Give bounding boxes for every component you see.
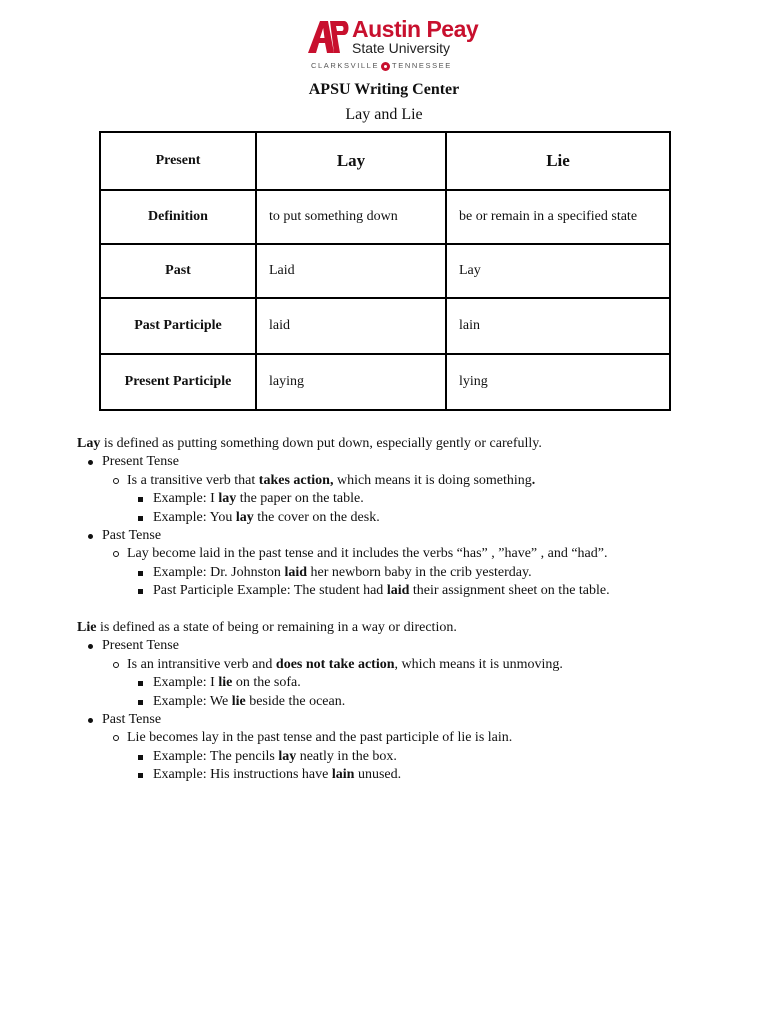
row-label: Definition — [100, 190, 256, 244]
list-item: Lie becomes lay in the past tense and the past participle of lie is lain. — [77, 729, 717, 747]
list-item: Past Tense — [77, 527, 717, 545]
lay-term: Lay — [77, 436, 101, 451]
list-item: Past Tense — [77, 711, 717, 729]
table-row — [100, 190, 670, 244]
row-label: Past — [100, 244, 256, 298]
row-label: Present Participle — [100, 354, 256, 410]
lie-section — [77, 619, 717, 785]
university-logo — [308, 16, 479, 74]
header-present: Present — [100, 132, 256, 190]
lay-cell: laid — [256, 298, 446, 354]
row-label: Past Participle — [100, 298, 256, 354]
logo-name: Austin Peay — [352, 16, 479, 42]
list-item: Lay become laid in the past tense and it includes the verbs “has” , ”have” , and “had”. — [77, 545, 717, 563]
list-item: Example: I lay the paper on the table. — [77, 490, 717, 508]
table-row — [100, 298, 670, 354]
table-row — [100, 354, 670, 410]
list-item: Present Tense — [77, 453, 717, 471]
lay-cell: Laid — [256, 244, 446, 298]
lie-intro: Lie is defined as a state of being or remaining in a way or direction. — [77, 620, 457, 635]
list-item: Present Tense — [77, 637, 717, 655]
logo-subtitle: State University — [352, 40, 451, 56]
list-item: Example: Dr. Johnston laid her newborn baby in the crib yesterday. — [77, 564, 717, 582]
list-item: Past Participle Example: The student had laid their assignment sheet on the table. — [77, 582, 717, 600]
page-subtitle: Lay and Lie — [345, 106, 423, 123]
list-item: Example: His instructions have lain unused. — [77, 766, 717, 784]
table-row — [100, 244, 670, 298]
lay-cell: to put something down — [256, 190, 446, 244]
page-title: APSU Writing Center — [308, 81, 460, 98]
lie-term: Lie — [77, 620, 97, 635]
seal-icon — [381, 62, 390, 71]
list-item: Example: The pencils lay neatly in the box. — [77, 748, 717, 766]
lay-cell: laying — [256, 354, 446, 410]
list-item: Example: We lie beside the ocean. — [77, 693, 717, 711]
lie-cell: Lay — [446, 244, 670, 298]
list-item: Example: I lie on the sofa. — [77, 674, 717, 692]
header-lay: Lay — [256, 132, 446, 190]
lie-cell: lying — [446, 354, 670, 410]
table-header-row — [100, 132, 670, 190]
lay-section — [77, 435, 717, 601]
ap-logo-icon — [308, 19, 350, 53]
logo-city: CLARKSVILLE — [311, 61, 380, 70]
list-item: Example: You lay the cover on the desk. — [77, 509, 717, 527]
logo-location — [311, 60, 465, 72]
header-lie: Lie — [446, 132, 670, 190]
list-item: Is an intransitive verb and does not take action, which means it is unmoving. — [77, 656, 717, 674]
verb-forms-table — [99, 131, 671, 411]
lie-cell: lain — [446, 298, 670, 354]
logo-state: TENNESSEE — [392, 61, 452, 70]
list-item: Is a transitive verb that takes action, which means it is doing something. — [77, 472, 717, 490]
lie-cell: be or remain in a specified state — [446, 190, 670, 244]
lay-intro: Lay is defined as putting something down put down, especially gently or carefully. — [77, 436, 542, 451]
